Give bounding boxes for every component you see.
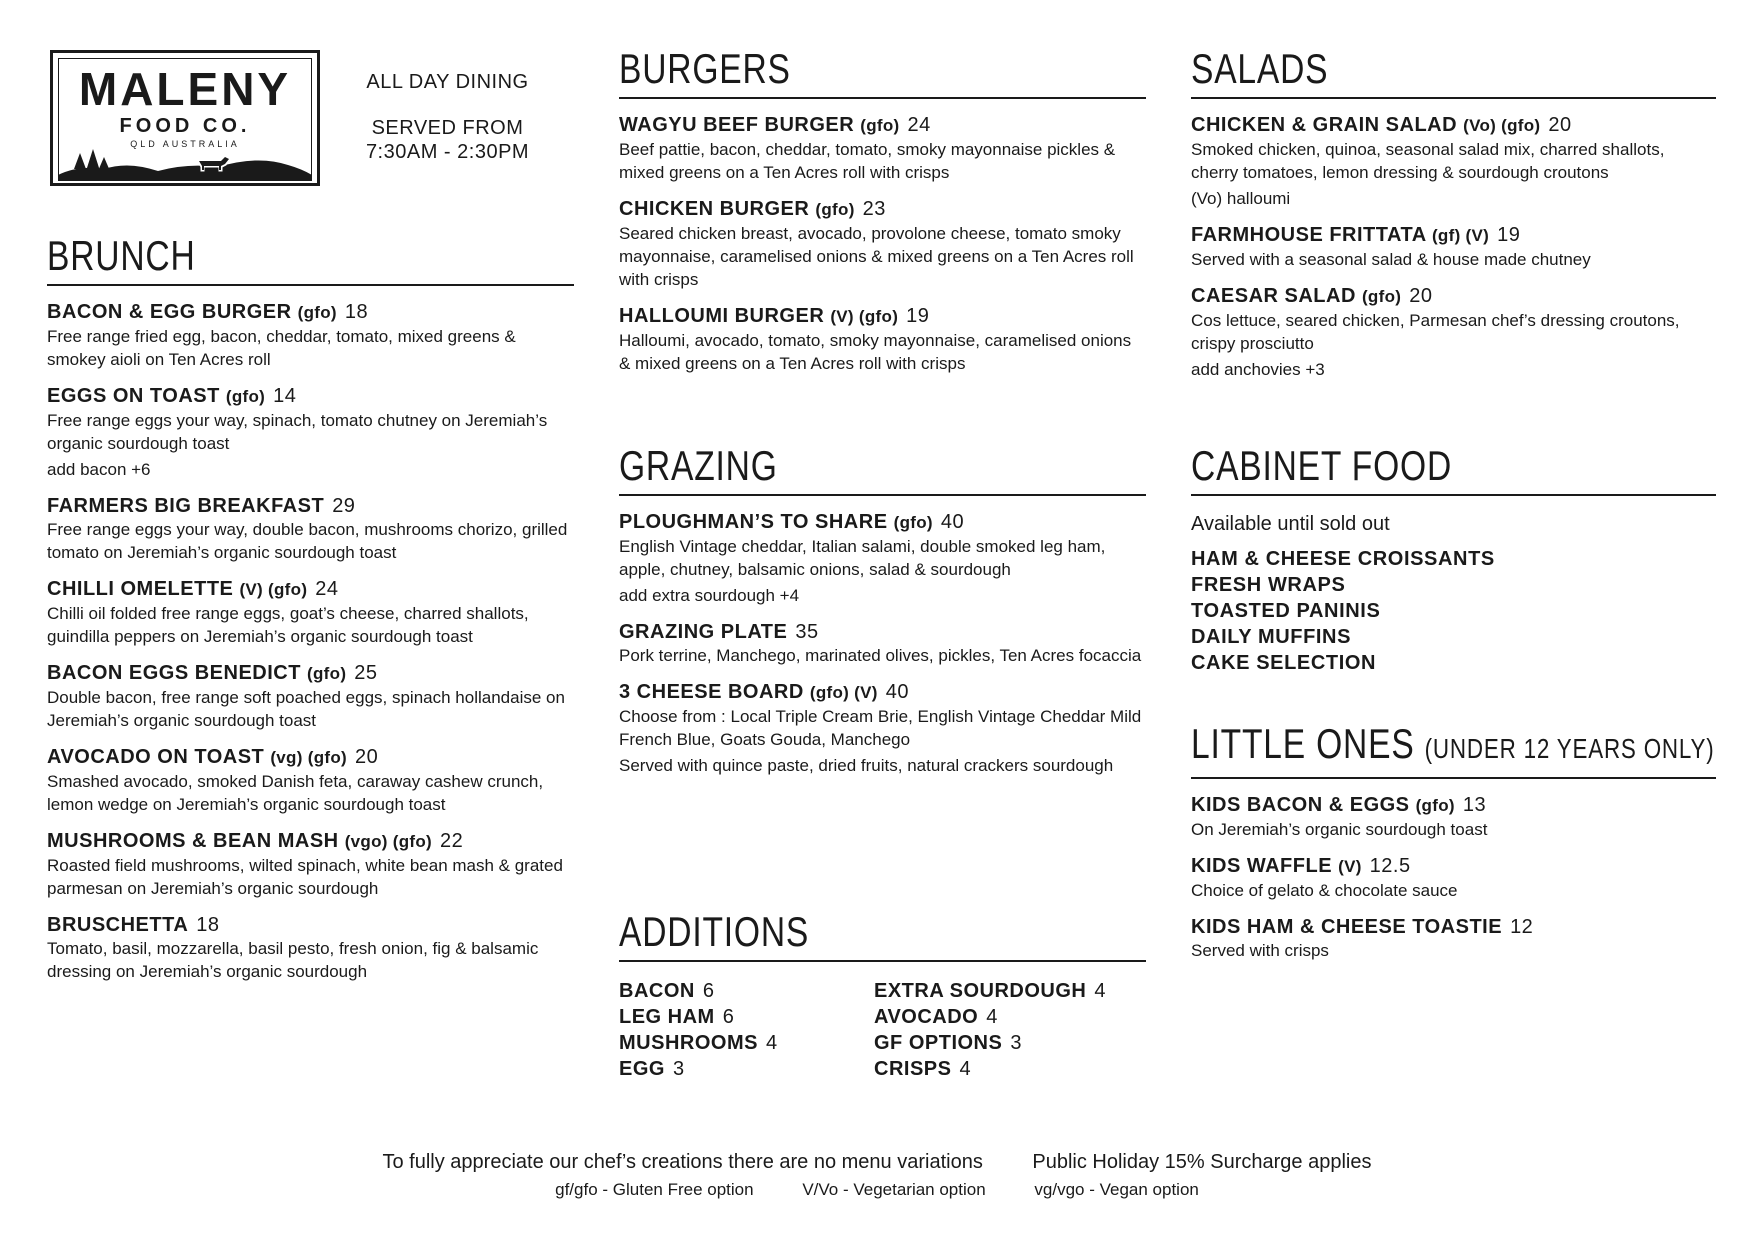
menu-item-header — [1191, 223, 1716, 248]
all-day-dining-label: ALL DAY DINING — [366, 71, 529, 93]
menu-item-name: BACON EGGS BENEDICT — [47, 662, 301, 684]
logo-location: QLD AUSTRALIA — [130, 139, 240, 149]
menu-item-price: 19 — [906, 305, 930, 327]
surcharge-notice: Public Holiday 15% Surcharge applies — [1032, 1151, 1372, 1173]
menu-item-price: 25 — [354, 662, 378, 684]
dietary-tag: (gfo) — [297, 303, 337, 322]
addition-price: 3 — [672, 1058, 685, 1080]
dietary-tag: (gfo) — [307, 664, 347, 683]
addition-price: 4 — [765, 1032, 778, 1054]
addition-price: 4 — [1094, 980, 1106, 1002]
additions-grid — [619, 978, 1146, 1082]
menu-item — [619, 197, 1146, 291]
brunch-section — [47, 232, 574, 983]
additions-title: ADDITIONS — [619, 908, 810, 955]
menu-item-header — [1191, 915, 1716, 939]
menu-item — [1191, 854, 1716, 902]
menu-item-description: Served with crisps — [1191, 941, 1329, 960]
dietary-tag: (gfo) — [860, 116, 900, 135]
menu-item-description: Smashed avocado, smoked Danish feta, caraway cashew crunch, lemon wedge on Jeremiah’s organic sourdough toast — [47, 772, 544, 814]
dietary-tag: (gfo) (V) — [809, 683, 878, 702]
menu-item-extra: add anchovies +3 — [1191, 360, 1325, 379]
menu-item-price: 12.5 — [1369, 855, 1411, 877]
menu-item — [619, 113, 1146, 184]
addition-price: 6 — [722, 1006, 735, 1028]
menu-item-price: 20 — [1409, 285, 1433, 307]
dietary-tag: (V) (gfo) — [830, 307, 899, 326]
menu-item-description: Free range fried egg, bacon, cheddar, tomato, mixed greens & smokey aioli on Ten Acres roll — [47, 327, 516, 369]
menu-item — [1191, 915, 1716, 962]
dietary-tag: (gfo) — [1361, 287, 1402, 306]
menu-item-description: Smoked chicken, quinoa, seasonal salad mix, charred shallots, cherry tomatoes, lemon dressing & sourdough croutons — [1191, 140, 1665, 182]
menu-item-header — [1191, 284, 1716, 309]
menu-item-description: Free range eggs your way, spinach, tomato chutney on Jeremiah’s organic sourdough toast — [47, 411, 548, 453]
menu-item-price: 14 — [273, 385, 297, 407]
dietary-tag: (V) — [1338, 857, 1362, 876]
little-ones-items — [1191, 793, 1716, 962]
menu-item-header — [47, 913, 574, 937]
menu-item-description: Chilli oil folded free range eggs, goat’s cheese, charred shallots, guindilla peppers on Jeremiah’s organic sourdough toast — [47, 604, 529, 646]
addition-name: GF OPTIONS — [874, 1032, 1003, 1054]
menu-item-price: 19 — [1497, 224, 1521, 246]
menu-item-extra: Served with quince paste, dried fruits, natural crackers sourdough — [619, 756, 1114, 775]
menu-item-name: BRUSCHETTA — [47, 914, 189, 936]
little-ones-title-text: LITTLE ONES — [1191, 720, 1415, 767]
addition-name: BACON — [619, 980, 695, 1002]
menu-item-description: Pork terrine, Manchego, marinated olives, pickles, Ten Acres focaccia — [619, 646, 1142, 665]
menu-item-price: 22 — [440, 830, 464, 852]
menu-item — [47, 745, 574, 816]
served-from-label: SERVED FROM — [371, 117, 524, 139]
landscape-icon — [58, 149, 312, 181]
addition-price: 6 — [702, 980, 715, 1002]
menu-item — [619, 304, 1146, 375]
section-divider — [619, 494, 1146, 496]
additions-left-column — [619, 978, 874, 1082]
cabinet-title: CABINET FOOD — [1191, 442, 1453, 489]
menu-item-header — [1191, 113, 1716, 138]
section-divider — [1191, 97, 1716, 99]
cabinet-availability: Available until sold out — [1191, 513, 1390, 535]
cabinet-item: TOASTED PANINIS — [1191, 600, 1381, 622]
dietary-tag: (gf) (V) — [1431, 226, 1490, 245]
cabinet-item: FRESH WRAPS — [1191, 574, 1346, 596]
menu-item-extra: add extra sourdough +4 — [619, 586, 800, 605]
dietary-tag: (vg) (gfo) — [270, 748, 347, 767]
menu-item-name: KIDS BACON & EGGS — [1191, 794, 1410, 816]
addition-name: CRISPS — [874, 1058, 952, 1080]
menu-item-header — [47, 661, 574, 686]
menu-item-header — [47, 494, 574, 518]
dietary-tag: (gfo) — [1415, 796, 1455, 815]
logo-subtitle: FOOD CO. — [119, 115, 251, 137]
addition-item — [619, 978, 874, 1004]
menu-item-price: 29 — [332, 495, 356, 517]
menu-item-price: 35 — [795, 621, 819, 643]
menu-item-name: FARMERS BIG BREAKFAST — [47, 495, 325, 517]
salads-section — [1191, 45, 1716, 381]
menu-item-name: KIDS HAM & CHEESE TOASTIE — [1191, 916, 1503, 938]
menu-item-extra: (Vo) halloumi — [1191, 189, 1291, 208]
legend-vegetarian: V/Vo - Vegetarian option — [802, 1180, 986, 1199]
addition-name: AVOCADO — [874, 1006, 979, 1028]
dietary-tag: (gfo) — [815, 200, 855, 219]
menu-item-header — [619, 510, 1146, 535]
menu-item — [47, 829, 574, 900]
menu-item-header — [619, 680, 1146, 705]
menu-item-name: CHILLI OMELETTE — [47, 578, 234, 600]
menu-item-name: GRAZING PLATE — [619, 621, 788, 643]
menu-item — [47, 300, 574, 371]
menu-item-description: On Jeremiah’s organic sourdough toast — [1191, 820, 1488, 839]
menu-item-name: MUSHROOMS & BEAN MASH — [47, 830, 339, 852]
menu-item-header — [47, 829, 574, 854]
grazing-section — [619, 442, 1146, 777]
footer-notices — [0, 1150, 1754, 1174]
menu-item-name: AVOCADO ON TOAST — [47, 746, 265, 768]
menu-item-description: Free range eggs your way, double bacon, mushrooms chorizo, grilled tomato on Jeremiah’s organic sourdough toast — [47, 520, 568, 562]
addition-item — [874, 1030, 1129, 1056]
menu-item-extra: add bacon +6 — [47, 460, 151, 479]
burgers-section — [619, 45, 1146, 375]
menu-item-description: Cos lettuce, seared chicken, Parmesan chef’s dressing croutons, crispy prosciutto — [1191, 311, 1680, 353]
menu-item-header — [619, 197, 1146, 222]
menu-item-description: Double bacon, free range soft poached eggs, spinach hollandaise on Jeremiah’s organic sourdough toast — [47, 688, 565, 730]
addition-item — [874, 978, 1129, 1004]
brunch-items — [47, 300, 574, 983]
menu-item — [619, 680, 1146, 777]
menu-item-header — [1191, 854, 1716, 879]
menu-item-price: 23 — [862, 198, 886, 220]
addition-item — [619, 1030, 874, 1056]
cabinet-item: HAM & CHEESE CROISSANTS — [1191, 548, 1495, 570]
menu-item-price: 20 — [354, 746, 379, 768]
menu-footer — [0, 1150, 1754, 1201]
menu-item — [1191, 284, 1716, 381]
menu-item-description: Halloumi, avocado, tomato, smoky mayonnaise, caramelised onions & mixed greens on a Ten Acres roll with crisps — [619, 331, 1132, 373]
menu-item-header — [47, 300, 574, 325]
menu-item — [47, 494, 574, 564]
menu-item — [47, 661, 574, 732]
salads-title: SALADS — [1191, 45, 1329, 92]
addition-name: EXTRA SOURDOUGH — [874, 980, 1087, 1002]
dietary-tag: (vgo) (gfo) — [344, 832, 433, 851]
menu-item-name: CAESAR SALAD — [1191, 285, 1356, 307]
menu-item-name: HALLOUMI BURGER — [619, 305, 825, 327]
menu-item-price: 24 — [315, 578, 339, 600]
brand-logo — [50, 50, 320, 186]
burgers-title: BURGERS — [619, 45, 791, 92]
addition-name: LEG HAM — [619, 1006, 715, 1028]
menu-item-name: EGGS ON TOAST — [47, 385, 220, 407]
menu-item-price: 13 — [1462, 794, 1487, 816]
little-ones-section — [1191, 720, 1716, 962]
menu-item-header — [619, 113, 1146, 138]
little-ones-age-note: (UNDER 12 YEARS ONLY) — [1424, 733, 1715, 764]
burgers-items — [619, 113, 1146, 375]
menu-item-header — [1191, 793, 1716, 818]
menu-item-description: Tomato, basil, mozzarella, basil pesto, fresh onion, fig & balsamic dressing on Jeremiah’s organic sourdough — [47, 939, 539, 981]
cabinet-item: DAILY MUFFINS — [1191, 626, 1352, 648]
menu-item-price: 18 — [344, 301, 369, 323]
additions-right-column — [874, 978, 1129, 1082]
no-variations-notice: To fully appreciate our chef’s creations there are no menu variations — [382, 1151, 983, 1173]
menu-item — [1191, 223, 1716, 271]
menu-item-name: FARMHOUSE FRITTATA — [1191, 224, 1426, 246]
legend-vegan: vg/vgo - Vegan option — [1034, 1180, 1199, 1199]
menu-item-price: 12 — [1510, 916, 1534, 938]
section-divider — [47, 284, 574, 286]
menu-item-description: Served with a seasonal salad & house made chutney — [1191, 250, 1591, 269]
logo-name: MALENY — [78, 63, 292, 115]
section-divider — [619, 97, 1146, 99]
served-hours: 7:30AM - 2:30PM — [365, 141, 530, 163]
menu-item — [47, 913, 574, 983]
dietary-tag: (V) (gfo) — [239, 580, 308, 599]
addition-name: EGG — [619, 1058, 665, 1080]
addition-price: 4 — [959, 1058, 972, 1080]
addition-item — [874, 1056, 1129, 1082]
addition-name: MUSHROOMS — [619, 1032, 758, 1054]
menu-item — [47, 384, 574, 481]
menu-item-header — [619, 304, 1146, 329]
additions-section — [619, 908, 1146, 1082]
menu-item — [619, 510, 1146, 607]
brunch-title: BRUNCH — [47, 232, 196, 279]
cabinet-items — [1191, 546, 1716, 676]
addition-price: 3 — [1010, 1032, 1022, 1054]
menu-item — [619, 620, 1146, 667]
grazing-items — [619, 510, 1146, 777]
section-divider — [619, 960, 1146, 962]
dining-hours — [345, 70, 550, 164]
menu-item-header — [47, 384, 574, 409]
menu-item-name: CHICKEN BURGER — [619, 198, 810, 220]
menu-item-name: KIDS WAFFLE — [1191, 855, 1333, 877]
menu-item-header — [619, 620, 1146, 644]
menu-item — [47, 577, 574, 648]
menu-item-description: Choose from : Local Triple Cream Brie, English Vintage Cheddar Mild French Blue, Goats Gouda, Manchego — [619, 707, 1142, 749]
dietary-tag: (gfo) — [225, 387, 266, 406]
menu-item — [1191, 113, 1716, 210]
little-ones-title — [1191, 720, 1715, 773]
menu-item-name: BACON & EGG BURGER — [47, 301, 292, 323]
section-divider — [1191, 494, 1716, 496]
menu-item-description: English Vintage cheddar, Italian salami, double smoked leg ham, apple, chutney, balsamic onions, salad & sourdough — [619, 537, 1106, 579]
salads-items — [1191, 113, 1716, 381]
addition-price: 4 — [986, 1006, 998, 1028]
section-divider — [1191, 777, 1716, 779]
menu-item-description: Roasted field mushrooms, wilted spinach, white bean mash & grated parmesan on Jeremiah’s organic sourdough — [47, 856, 563, 898]
menu-item-description: Seared chicken breast, avocado, provolone cheese, tomato smoky mayonnaise, caramelised onions & mixed greens on a Ten Acres roll with crisps — [619, 224, 1134, 289]
grazing-title: GRAZING — [619, 442, 778, 489]
cabinet-item: CAKE SELECTION — [1191, 652, 1377, 674]
menu-item-price: 18 — [196, 914, 220, 936]
addition-item — [619, 1004, 874, 1030]
addition-item — [874, 1004, 1129, 1030]
dietary-legend — [0, 1179, 1754, 1201]
menu-item-name: PLOUGHMAN’S TO SHARE — [619, 511, 888, 533]
dietary-tag: (Vo) (gfo) — [1463, 116, 1541, 135]
dietary-tag: (gfo) — [893, 513, 933, 532]
menu-item-name: WAGYU BEEF BURGER — [619, 114, 855, 136]
legend-gluten-free: gf/gfo - Gluten Free option — [555, 1180, 754, 1199]
addition-item — [619, 1056, 874, 1082]
menu-item — [1191, 793, 1716, 841]
menu-item-name: 3 CHEESE BOARD — [619, 681, 804, 703]
menu-item-price: 20 — [1548, 114, 1572, 136]
menu-item-header — [47, 577, 574, 602]
menu-item-price: 40 — [885, 681, 909, 703]
menu-item-description: Choice of gelato & chocolate sauce — [1191, 881, 1458, 900]
menu-item-price: 40 — [940, 511, 965, 533]
menu-item-header — [47, 745, 574, 770]
cabinet-section — [1191, 442, 1716, 676]
menu-item-price: 24 — [907, 114, 931, 136]
menu-item-description: Beef pattie, bacon, cheddar, tomato, smoky mayonnaise pickles & mixed greens on a Ten Acres roll with crisps — [619, 140, 1116, 182]
menu-item-name: CHICKEN & GRAIN SALAD — [1191, 114, 1458, 136]
